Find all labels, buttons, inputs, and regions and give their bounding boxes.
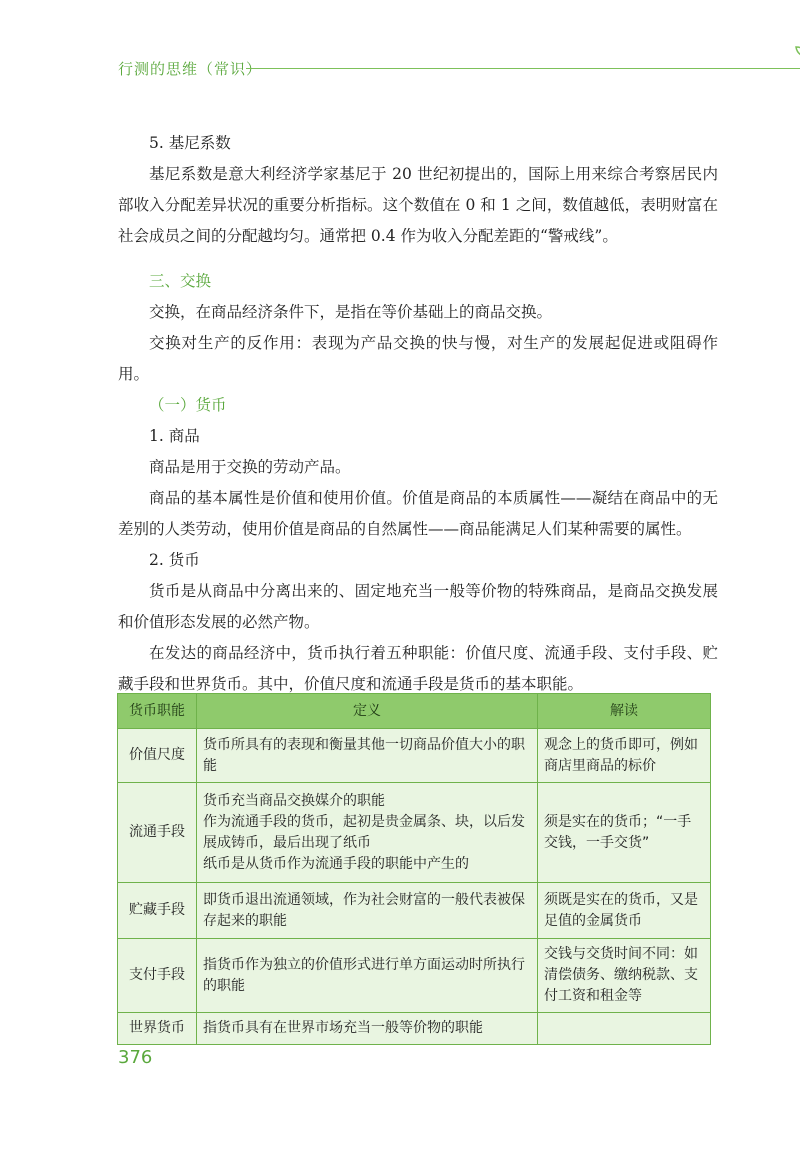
table-header-row <box>118 694 711 729</box>
item1-para1: 商品是用于交换的劳动产品。 <box>149 458 351 476</box>
sprout-icon <box>794 44 800 70</box>
cell-definition <box>197 939 538 1013</box>
money-functions-table <box>117 693 711 1045</box>
section5-para: 基尼系数是意大利经济学家基尼于 20 世纪初提出的，国际上用来综合考察居民内部收入分配差异状况的重要分析指标。这个数值在 0 和 1 之间，数值越低，表明财富在社会成员之间的分配越均匀。通常把 0.4 作为收入分配差距的“警戒线”。 <box>118 165 718 245</box>
cell-definition <box>197 1013 538 1045</box>
table-row <box>118 729 711 783</box>
section3-heading: 三、交换 <box>149 272 212 290</box>
subsection-heading: （一）货币 <box>149 396 227 414</box>
definition-line: 货币所具有的表现和衡量其他一切商品价值大小的职能 <box>203 736 525 774</box>
section3-para1: 交换，在商品经济条件下，是指在等价基础上的商品交换。 <box>149 303 553 321</box>
table-row <box>118 883 711 939</box>
cell-definition <box>197 883 538 939</box>
body-text <box>118 128 718 700</box>
col-header-function: 货币职能 <box>118 694 197 729</box>
cell-note: 观念上的货币即可，例如商店里商品的标价 <box>538 729 711 783</box>
cell-note <box>538 1013 711 1045</box>
definition-line: 指货币具有在世界市场充当一般等价物的职能 <box>203 1020 483 1036</box>
cell-note: 交钱与交货时间不同：如清偿债务、缴纳税款、支付工资和租金等 <box>538 939 711 1013</box>
cell-function: 流通手段 <box>118 783 197 883</box>
cell-definition <box>197 729 538 783</box>
table-row <box>118 1013 711 1045</box>
section3-para2: 交换对生产的反作用：表现为产品交换的快与慢，对生产的发展起促进或阻碍作用。 <box>118 334 718 383</box>
item2-para1: 货币是从商品中分离出来的、固定地充当一般等价物的特殊商品，是商品交换发展和价值形态发展的必然产物。 <box>118 582 718 631</box>
table-row <box>118 783 711 883</box>
definition-line: 纸币是从货币作为流通手段的职能中产生的 <box>203 855 469 872</box>
section5-heading: 5. 基尼系数 <box>149 134 231 152</box>
table-row <box>118 939 711 1013</box>
page-header <box>118 58 718 88</box>
cell-function: 价值尺度 <box>118 729 197 783</box>
col-header-note: 解读 <box>538 694 711 729</box>
item1-para2: 商品的基本属性是价值和使用价值。价值是商品的本质属性——凝结在商品中的无差别的人类劳动，使用价值是商品的自然属性——商品能满足人们某种需要的属性。 <box>118 489 718 538</box>
item2-heading: 2. 货币 <box>149 551 200 569</box>
col-header-definition: 定义 <box>197 694 538 729</box>
definition-line: 指货币作为独立的价值形式进行单方面运动时所执行的职能 <box>203 956 525 994</box>
cell-function: 支付手段 <box>118 939 197 1013</box>
cell-function: 贮藏手段 <box>118 883 197 939</box>
definition-line: 作为流通手段的货币，起初是贵金属条、块，以后发展成铸币，最后出现了纸币 <box>203 813 525 851</box>
cell-note: 须是实在的货币；“一手交钱，一手交货” <box>538 783 711 883</box>
header-title: 行测的思维（常识） <box>118 60 263 78</box>
cell-note: 须既是实在的货币，又是足值的金属货币 <box>538 883 711 939</box>
header-rule <box>246 68 800 69</box>
item1-heading: 1. 商品 <box>149 427 200 445</box>
item2-para2: 在发达的商品经济中，货币执行着五种职能：价值尺度、流通手段、支付手段、贮藏手段和世界货币。其中，价值尺度和流通手段是货币的基本职能。 <box>118 644 718 693</box>
cell-definition <box>197 783 538 883</box>
page-number: 376 <box>118 1047 153 1068</box>
cell-function: 世界货币 <box>118 1013 197 1045</box>
definition-line: 即货币退出流通领域，作为社会财富的一般代表被保存起来的职能 <box>203 891 525 929</box>
definition-line: 货币充当商品交换媒介的职能 <box>203 792 385 809</box>
